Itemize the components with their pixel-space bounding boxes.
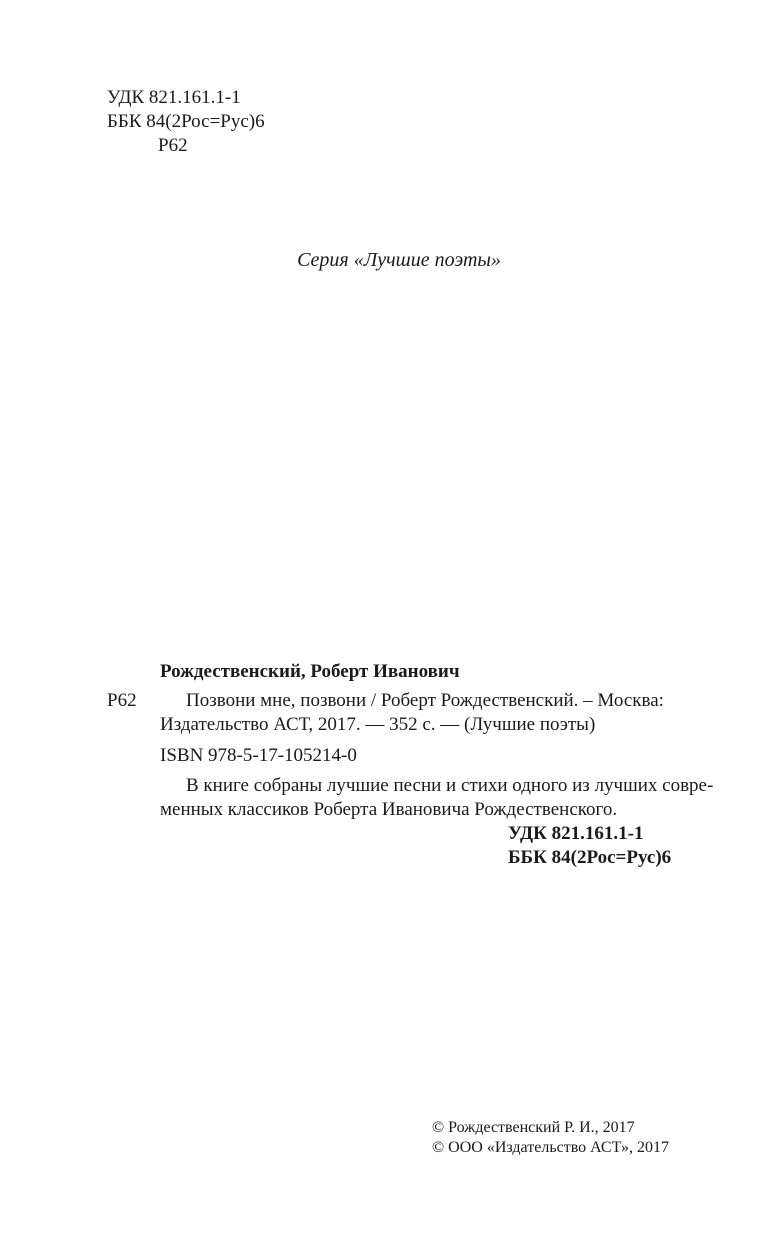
- card-entry-line-2: Издательство АСТ, 2017. — 352 с. — (Лучшие поэты): [160, 714, 596, 735]
- card-isbn: ISBN 978-5-17-105214-0: [160, 745, 357, 766]
- card-author: Рождественский, Роберт Иванович: [160, 661, 460, 682]
- top-author-code: Р62: [158, 135, 188, 156]
- card-annotation-line-2: менных классиков Роберта Ивановича Рождественского.: [160, 799, 618, 820]
- top-bbk-code: ББК 84(2Рос=Рус)6: [107, 111, 265, 132]
- card-annotation-line-1: В книге собраны лучшие песни и стихи одного из лучших совре-: [186, 775, 714, 796]
- card-bbk-code: ББК 84(2Рос=Рус)6: [508, 847, 672, 868]
- card-entry-line-1: Позвони мне, позвони / Роберт Рождественский. – Москва:: [186, 690, 664, 711]
- copyright-publisher: © ООО «Издательство АСТ», 2017: [432, 1139, 669, 1156]
- card-author-code: Р62: [107, 690, 137, 711]
- series-title: Серия «Лучшие поэты»: [297, 249, 501, 271]
- card-udk-code: УДК 821.161.1-1: [508, 823, 644, 844]
- copyright-author: © Рождественский Р. И., 2017: [432, 1119, 635, 1136]
- top-udk-code: УДК 821.161.1-1: [107, 87, 241, 108]
